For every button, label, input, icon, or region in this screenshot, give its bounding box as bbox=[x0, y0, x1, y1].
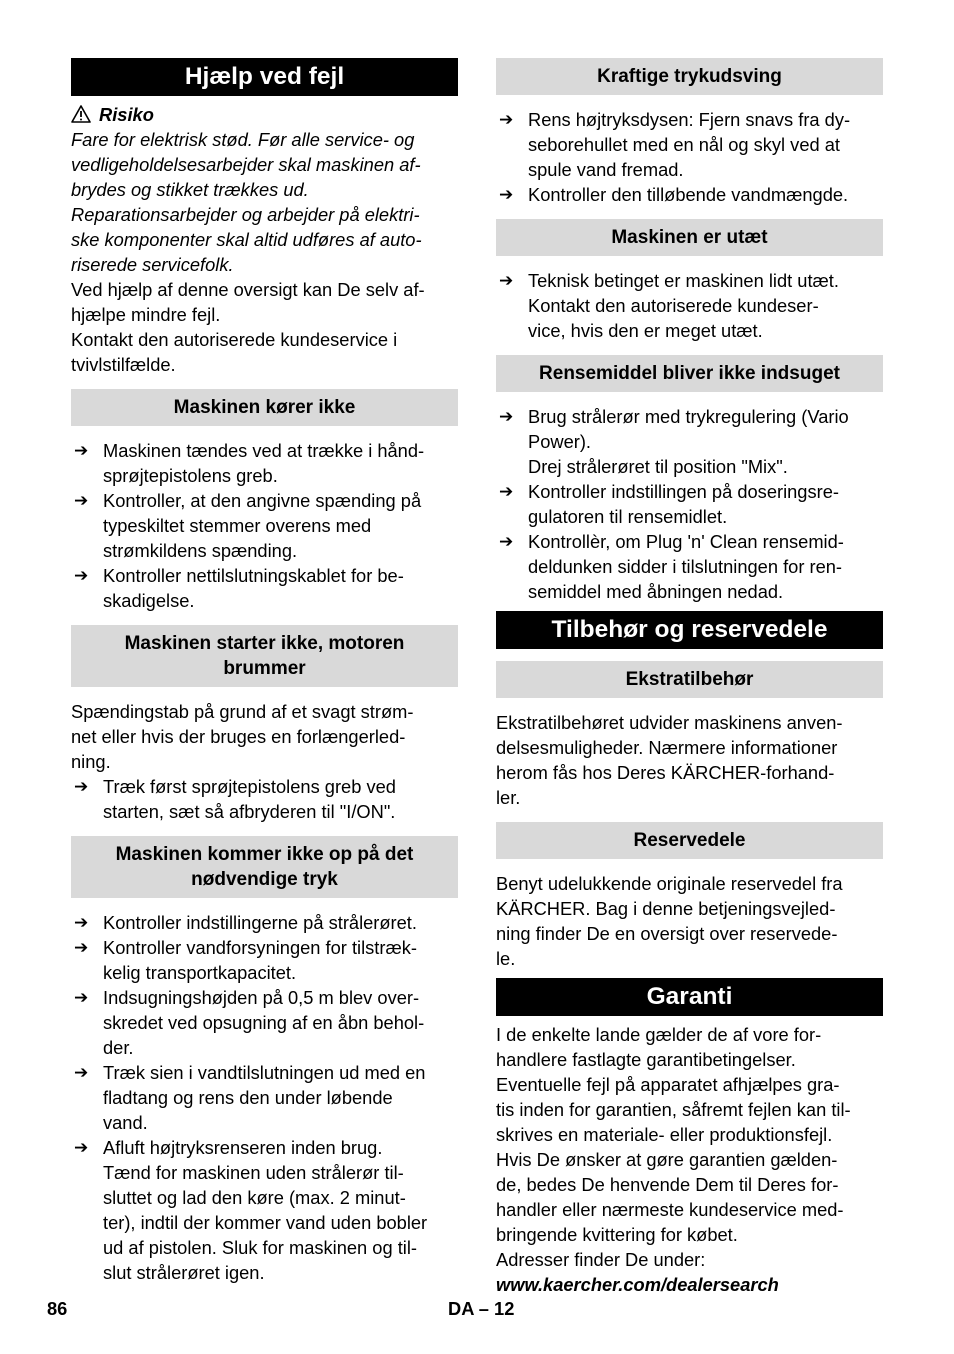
bullet-item: ➔ Maskinen tændes ved at trække i hånd- sprøjtepistolens greb. bbox=[74, 440, 425, 486]
subheading-no-pressure: Maskinen kommer ikke op på det nødvendige tryk bbox=[71, 836, 458, 898]
warranty-text: I de enkelte lande gælder de af vore for- handlere fastlagte garantibetingelser. Eventuelle fejl på apparatet afhjælpes gra- tis inden for garantien, såfremt fejlen kan til- skrives en materiale- eller produktionsfejl. Hvis De ønsker at gøre garantien gælden- de, bedes De henvende Dem til Deres for- handler eller nærmeste kundeservice med- bringende kvittering for købet. Adresser finder De under: www.kaercher.com/dealersearch bbox=[496, 1022, 883, 1297]
arrow-icon: ➔ bbox=[499, 110, 514, 129]
page-label: DA – 12 bbox=[448, 1298, 515, 1319]
subheading-machine-not-running: Maskinen kører ikke bbox=[71, 389, 458, 426]
dealer-search-link[interactable]: www.kaercher.com/dealersearch bbox=[496, 1274, 779, 1295]
right-column bbox=[496, 58, 883, 1297]
paragraph: Ekstratilbehøret udvider maskinens anven- delsesmuligheder. Nærmere informationer herom fås hos Deres KÄRCHER-forhand- ler. bbox=[496, 712, 843, 808]
bullet-item: ➔ Kontroller indstillingen på doseringsre- gulatoren til rensemidlet. bbox=[499, 481, 839, 527]
bullet-item: ➔ Kontroller vandforsyningen for tilstræk- kelig transportkapacitet. bbox=[74, 937, 417, 983]
section-heading-accessories: Tilbehør og reservedele bbox=[496, 611, 883, 649]
arrow-icon: ➔ bbox=[499, 271, 514, 290]
arrow-icon: ➔ bbox=[74, 491, 89, 510]
bullet-item: ➔ Brug strålerør med trykregulering (Vario Power). Drej strålerøret til position "Mix". bbox=[499, 406, 849, 477]
arrow-icon: ➔ bbox=[499, 185, 514, 204]
intro-text: Ved hjælp af denne oversigt kan De selv af- hjælpe mindre fejl. Kontakt den autoriserede kundeservice i tvivlstilfælde. bbox=[71, 279, 425, 375]
bullet-item: ➔ Kontroller, at den angivne spænding på typeskiltet stemmer overens med strømkildens spænding. bbox=[74, 490, 422, 561]
subheading-optional-accessories: Ekstratilbehør bbox=[496, 661, 883, 698]
section-heading-troubleshooting: Hjælp ved fejl bbox=[71, 58, 458, 96]
bullet-item: ➔ Kontrollèr, om Plug 'n' Clean rensemid- deldunken sidder i tilslutningen for ren- semiddel med åbningen nedad. bbox=[499, 531, 844, 602]
arrow-icon: ➔ bbox=[74, 777, 89, 796]
bullet-item: ➔ Kontroller indstillingerne på strålerøret. bbox=[74, 912, 417, 933]
arrow-icon: ➔ bbox=[499, 407, 514, 426]
risk-text: Fare for elektrisk stød. Før alle service- og vedligeholdelsesarbejder skal maskinen af- brydes og stikket trækkes ud. Reparationsarbejder og arbejder på elektri- ske komponenter skal altid udføres af auto- riserede servicefolk. bbox=[71, 129, 422, 275]
risk-label-text: Risiko bbox=[99, 104, 154, 125]
bullet-item: ➔ Træk først sprøjtepistolens greb ved starten, sæt så afbryderen til "I/ON". bbox=[74, 776, 396, 822]
bullet-item: ➔ Indsugningshøjden på 0,5 m blev over- skredet ved opsugning af en åbn behol- der. bbox=[74, 987, 425, 1058]
bullet-item: ➔ Kontroller den tilløbende vandmængde. bbox=[499, 184, 849, 205]
left-column bbox=[71, 58, 458, 1285]
arrow-icon: ➔ bbox=[74, 566, 89, 585]
arrow-icon: ➔ bbox=[499, 532, 514, 551]
arrow-icon: ➔ bbox=[74, 913, 89, 932]
subheading-spare-parts: Reservedele bbox=[496, 822, 883, 859]
arrow-icon: ➔ bbox=[74, 1063, 89, 1082]
bullet-item: ➔ Teknisk betinget er maskinen lidt utæt. Kontakt den autoriserede kundeser- vice, hvis den er meget utæt. bbox=[499, 270, 839, 341]
arrow-icon: ➔ bbox=[74, 938, 89, 957]
arrow-icon: ➔ bbox=[74, 441, 89, 460]
subheading-pressure-fluctuations: Kraftige trykudsving bbox=[496, 58, 883, 95]
arrow-icon: ➔ bbox=[74, 1138, 89, 1157]
warning-triangle-icon bbox=[71, 105, 91, 123]
arrow-icon: ➔ bbox=[74, 988, 89, 1007]
arrow-icon: ➔ bbox=[499, 482, 514, 501]
subheading-machine-leaking: Maskinen er utæt bbox=[496, 219, 883, 256]
page-number: 86 bbox=[47, 1298, 68, 1319]
risk-label bbox=[71, 102, 458, 127]
bullet-item: ➔ Rens højtryksdysen: Fjern snavs fra dy- seborehullet med en nål og skyl ved at spule vand fremad. bbox=[499, 109, 851, 180]
bullet-item: ➔ Afluft højtryksrenseren inden brug. Tænd for maskinen uden strålerør til- sluttet og lad den køre (max. 2 minut- ter), indtil der kommer vand uden bobler ud af pistolen. Sluk for maskinen og til- slut strålerøret igen. bbox=[74, 1137, 428, 1283]
subheading-motor-hums: Maskinen starter ikke, motoren brummer bbox=[71, 625, 458, 687]
paragraph: Spændingstab på grund af et svagt strøm- net eller hvis der bruges en forlængerled- ning. bbox=[71, 701, 414, 772]
bullet-item: ➔ Træk sien i vandtilslutningen ud med en fladtang og rens den under løbende vand. bbox=[74, 1062, 426, 1133]
section-heading-warranty: Garanti bbox=[496, 978, 883, 1016]
bullet-item: ➔ Kontroller nettilslutningskablet for be- skadigelse. bbox=[74, 565, 404, 611]
subheading-detergent-not-sucked: Rensemiddel bliver ikke indsuget bbox=[496, 355, 883, 392]
paragraph: Benyt udelukkende originale reservedel fra KÄRCHER. Bag i denne betjeningsvejled- ning finder De en oversigt over reservede- le. bbox=[496, 873, 843, 969]
